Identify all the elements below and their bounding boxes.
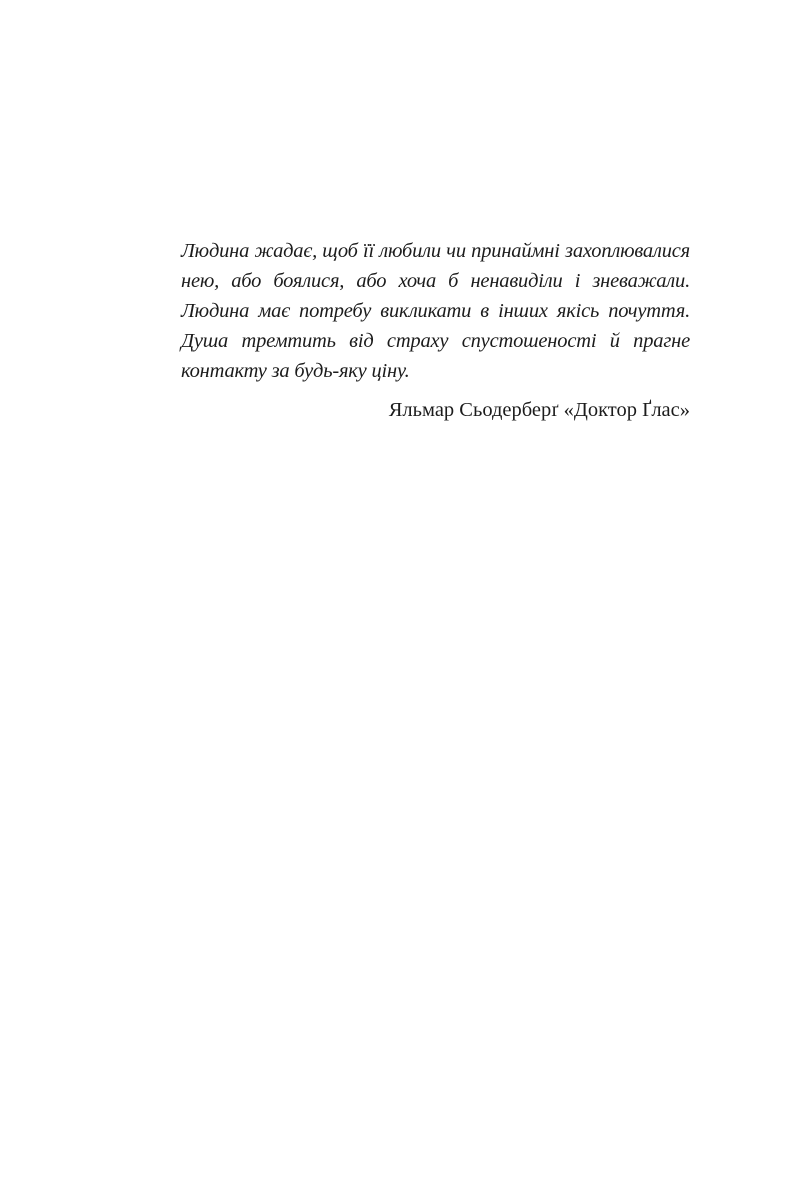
epigraph-attribution: Яльмар Сьодерберґ «Доктор Ґлас» [388,399,690,421]
quote-line: Душа тремтить від страху спустошеності й прагне [181,330,690,352]
epigraph-quote [181,236,690,386]
quote-line: Людина жадає, щоб її любили чи принаймні захоплювалися [181,240,690,262]
epigraph [181,236,690,425]
quote-line: нею, або боялися, або хоча б ненавиділи і зневажали. [181,270,690,292]
quote-line: Людина має потребу викликати в інших якісь почуття. [181,300,690,322]
quote-line: контакту за будь-яку ціну. [181,360,410,382]
